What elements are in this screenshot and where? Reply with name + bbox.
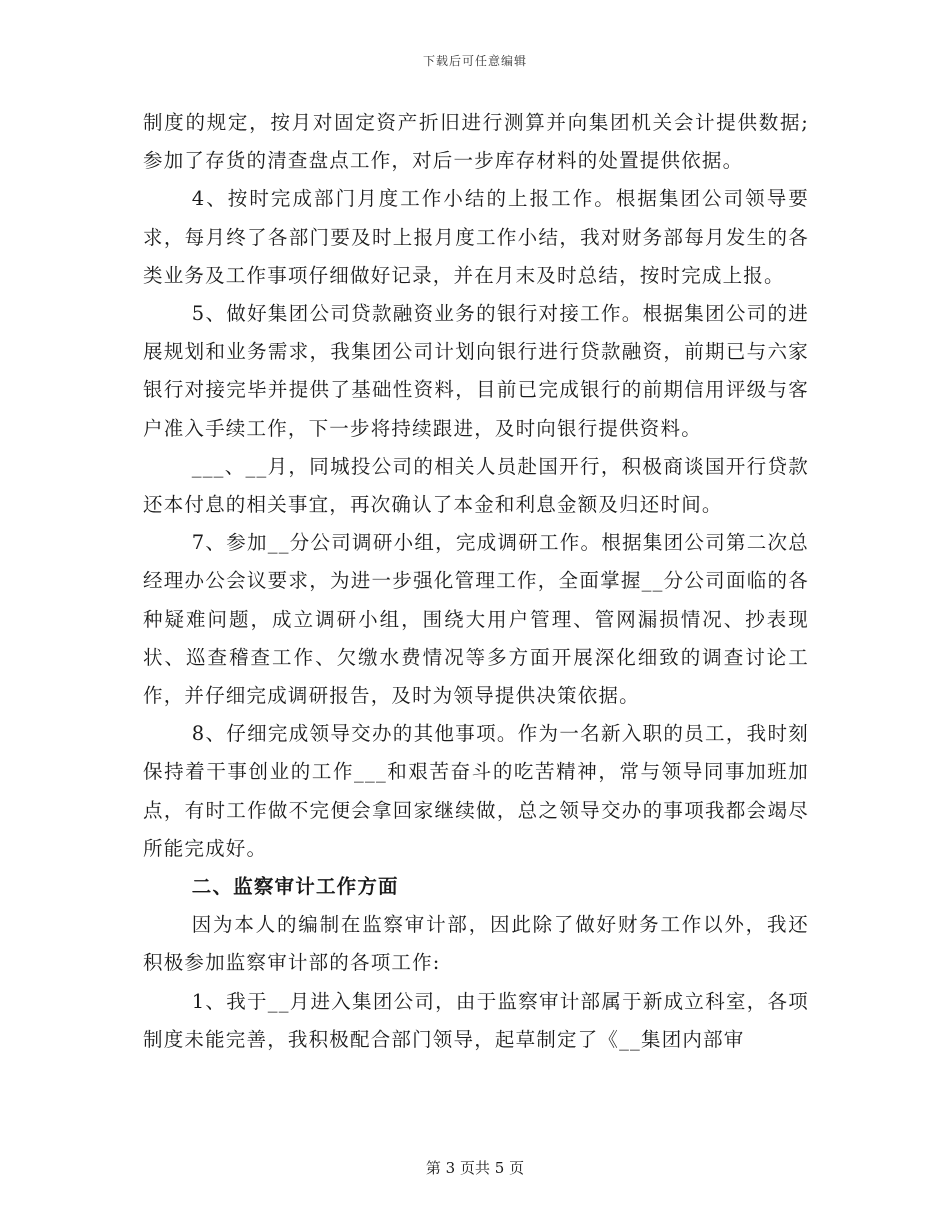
paragraph-continuation: 制度的规定，按月对固定资产折旧进行测算并向集团机关会计提供数据;参加了存货的清查盘点工作，对后一步库存材料的处置提供依据。 xyxy=(143,111,809,173)
document-body xyxy=(143,104,809,1059)
paragraph-item-4: 4、按时完成部门月度工作小结的上报工作。根据集团公司领导要求，每月终了各部门要及时上报月度工作小结，我对财务部每月发生的各类业务及工作事项仔细做好记录，并在月末及时总结，按时完成上报。 xyxy=(143,187,809,287)
paragraph-section-intro: 因为本人的编制在监察审计部，因此除了做好财务工作以外，我还积极参加监察审计部的各项工作: xyxy=(143,913,809,975)
paragraph-item-5: 5、做好集团公司贷款融资业务的银行对接工作。根据集团公司的进展规划和业务需求，我集团公司计划向银行进行贷款融资，前期已与六家银行对接完毕并提供了基础性资料，目前已完成银行的前期信用评级与客户准入手续工作，下一步将持续跟进，及时向银行提供资料。 xyxy=(143,302,809,440)
paragraph-item-6: ___、__月，同城投公司的相关人员赴国开行，积极商谈国开行贷款还本付息的相关事宜，再次确认了本金和利息金额及归还时间。 xyxy=(143,454,809,517)
section-heading: 二、监察审计工作方面 xyxy=(191,875,399,899)
page-header: 下载后可任意编辑 xyxy=(422,54,527,68)
paragraph-item-8: 8、仔细完成领导交办的其他事项。作为一名新入职的员工，我时刻保持着干事创业的工作___和艰苦奋斗的吃苦精神，常与领导同事加班加点，有时工作做不完便会拿回家继续做，总之领导交办的事项我都会竭尽所能完成好。 xyxy=(143,722,809,860)
paragraph-section-item-1: 1、我于__月进入集团公司，由于监察审计部属于新成立科室，各项制度未能完善，我积极配合部门领导，起草制定了《__集团内部审 xyxy=(143,989,809,1051)
paragraph-item-7: 7、参加__分公司调研小组，完成调研工作。根据集团公司第二次总经理办公会议要求，为进一步强化管理工作，全面掌握__分公司面临的各种疑难问题，成立调研小组，围绕大用户管理、管网漏损情况、抄表现状、巡查稽查工作、欠缴水费情况等多方面开展深化细致的调查讨论工作，并仔细完成调研报告，及时为领导提供决策依据。 xyxy=(143,531,809,708)
page-number: 第 3 页共 5 页 xyxy=(425,1159,525,1177)
